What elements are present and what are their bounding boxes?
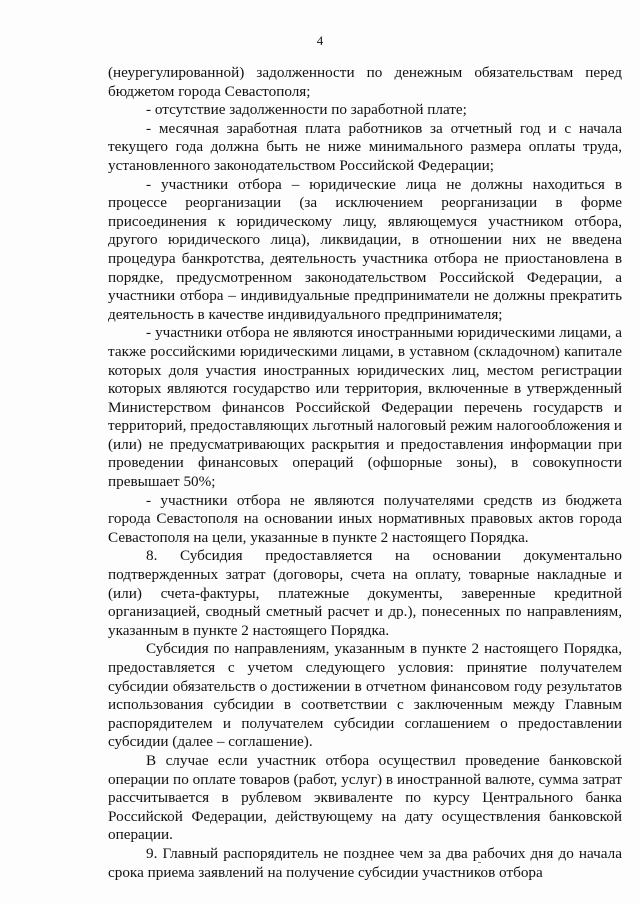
paragraph-minimum-wage: - месячная заработная плата работников за отчетный год и с начала текущего года должна быть не ниже минимального размера оплаты труда, установленного законодательством Российской Федерации; <box>108 119 622 174</box>
paragraph-no-reorganization: - участники отбора – юридические лица не должны находиться в процессе реорганизации (за исключением реорганизации в форме присоединения к юридическому лицу, являющемуся участником отбора, другого юридического лица), ликвидации, в отношении них не введена процедура банкротства, деятельность участника отбора не приостановлена в порядке, предусмотренном законодательством Российской Федерации, а участники отбора – индивидуальные предприниматели не должны прекратить деятельность в качестве индивидуального предпринимателя; <box>108 175 622 323</box>
scan-speck <box>478 862 481 863</box>
paragraph-no-other-funding: - участники отбора не являются получателями средств из бюджета города Севастополя на основании иных нормативных правовых актов города Севастополя на цели, указанные в пункте 2 настоящего Порядка. <box>108 491 622 546</box>
paragraph-clause-8: 8. Субсидия предоставляется на основании документально подтвержденных затрат (договоры, счета на оплату, товарные накладные и (или) счета-фактуры, платежные документы, заверенные кредитной организацией, сводный сметный расчет и др.), понесенных по направлениям, указанным в пункте 2 настоящего Порядка. <box>108 547 622 639</box>
page-number: 4 <box>316 33 324 48</box>
paragraph-foreign-currency: В случае если участник отбора осуществил проведение банковской операции по оплате товаров (работ, услуг) в иностранной валюте, сумма затрат рассчитывается в рублевом эквиваленте по курсу Центрального банка Российской Федерации, действующему на дату осуществления банковской операции. <box>108 751 622 844</box>
paragraph-debt-continuation: (неурегулированной) задолженности по денежным обязательствам перед бюджетом города Севастополя; <box>108 64 622 100</box>
paragraph-clause-9: 9. Главный распорядитель не позднее чем за два рабочих дня до начала срока приема заявлений на получение субсидии участников отбора <box>108 844 622 881</box>
paragraph-no-wage-debt: - отсутствие задолженности по заработной плате; <box>146 101 467 119</box>
document-body <box>108 64 622 882</box>
paragraph-no-foreign-entities: - участники отбора не являются иностранными юридическими лицами, а также российскими юридическими лицами, в уставном (складочном) капитале которых доля участия иностранных юридических лиц, местом регистрации которых являются государство или территория, включенные в утвержденный Министерством финансов Российской Федерации перечень государств и территорий, предоставляющих льготный налоговый режим налогообложения и (или) не предусматривающих раскрытия и предоставления информации при проведении финансовых операций (офшорные зоны), в совокупности превышает 50%; <box>108 324 623 491</box>
paragraph-subsidy-condition: Субсидия по направлениям, указанным в пункте 2 настоящего Порядка, предоставляется с учетом следующего условия: принятие получателем субсидии обязательств о достижении в отчетном финансовом году результатов использования субсидии в соответствии с заключенным между Главным распорядителем и получателем субсидии соглашением о предоставлении субсидии (далее – соглашение). <box>108 640 622 751</box>
